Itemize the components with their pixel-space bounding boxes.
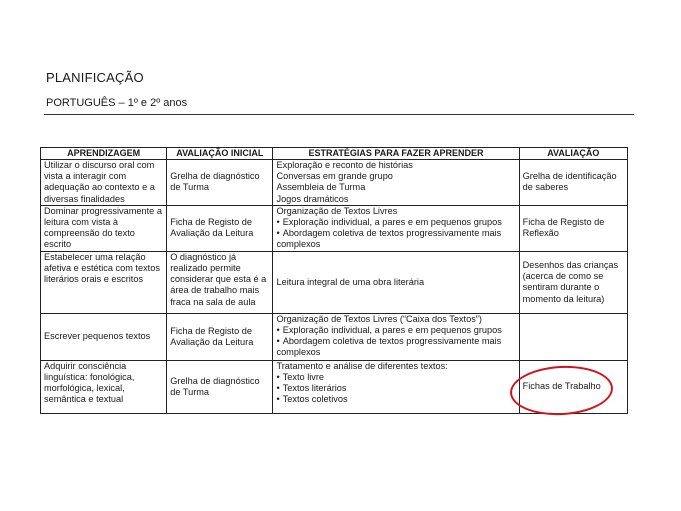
cell-avaliacao: [519, 313, 627, 360]
cell-avaliacao-inicial: Grelha de diagnóstico de Turma: [167, 160, 273, 206]
strategy-bullet: • Textos literários: [276, 383, 515, 394]
cell-aprendizagem: Dominar progressivamente a leitura com vista à compreensão do texto escrito: [41, 205, 167, 251]
header-avaliacao-inicial: AVALIAÇÃO INICIAL: [167, 148, 273, 160]
strategy-line: Exploração e reconto de histórias: [276, 160, 413, 170]
table-row: [41, 160, 628, 206]
cell-estrategias: [273, 160, 519, 206]
cell-avaliacao-inicial: Ficha de Registo de Avaliação da Leitura: [167, 205, 273, 251]
cell-aprendizagem: Adquirir consciência linguística: fonológica, morfológica, lexical, semântica e textual: [41, 360, 167, 413]
strategy-line: Jogos dramáticos: [276, 193, 349, 204]
strategy-line: Leitura integral de uma obra literária: [276, 276, 425, 287]
strategy-line: Assembleia de Turma: [276, 182, 366, 193]
table-row: [41, 205, 628, 251]
strategy-bullet: • Abordagem coletiva de textos progressivamente mais complexos: [276, 228, 515, 250]
header-avaliacao: AVALIAÇÃO: [519, 148, 627, 160]
cell-estrategias: [273, 313, 519, 360]
header-aprendizagem: APRENDIZAGEM: [41, 148, 167, 160]
header-divider: [44, 114, 634, 115]
document-subtitle: PORTUGUÊS – 1º e 2º anos: [46, 97, 188, 109]
strategy-bullet: • Textos coletivos: [276, 394, 515, 405]
strategy-bullets: [276, 325, 515, 359]
strategy-line: Tratamento e análise de diferentes textos:: [276, 360, 448, 371]
cell-avaliacao: Grelha de identificação de saberes: [519, 160, 627, 206]
cell-aprendizagem: Estabelecer uma relação afetiva e estética com textos literários orais e escritos: [41, 251, 167, 313]
cell-avaliacao-inicial: Grelha de diagnóstico de Turma: [167, 360, 273, 413]
header-estrategias: ESTRATÉGIAS PARA FAZER APRENDER: [273, 148, 519, 160]
strategy-bullet: • Texto livre: [276, 372, 515, 383]
cell-avaliacao: Desenhos das crianças (acerca de como se sentiram durante o momento da leitura): [519, 251, 627, 313]
strategy-bullet: • Exploração individual, a pares e em pequenos grupos: [276, 325, 515, 336]
table-row: [41, 251, 628, 313]
strategy-line: Organização de Textos Livres (“Caixa dos Textos”): [276, 313, 482, 324]
table-header-row: [41, 148, 628, 160]
cell-estrategias: [273, 251, 519, 313]
strategy-line: Conversas em grande grupo: [276, 171, 393, 182]
cell-estrategias: [273, 205, 519, 251]
strategy-bullets: [276, 372, 515, 406]
cell-estrategias: [273, 360, 519, 413]
table-row: [41, 313, 628, 360]
document-title: PLANIFICAÇÃO: [46, 70, 144, 85]
cell-aprendizagem: Escrever pequenos textos: [41, 313, 167, 360]
strategy-line: Organização de Textos Livres: [276, 205, 398, 216]
cell-aprendizagem: Utilizar o discurso oral com vista a interagir com adequação ao contexto e a diversas finalidades: [41, 160, 167, 206]
cell-avaliacao: Ficha de Registo de Reflexão: [519, 205, 627, 251]
strategy-bullets: [276, 217, 515, 251]
strategy-bullet: • Exploração individual, a pares e em pequenos grupos: [276, 217, 515, 228]
cell-avaliacao-inicial: Ficha de Registo de Avaliação da Leitura: [167, 313, 273, 360]
cell-avaliacao-inicial: O diagnóstico já realizado permite considerar que esta é a área de trabalho mais fraca na sala de aula: [167, 251, 273, 313]
cell-avaliacao: Fichas de Trabalho: [519, 360, 627, 413]
strategy-bullet: • Abordagem coletiva de textos progressivamente mais complexos: [276, 336, 515, 358]
